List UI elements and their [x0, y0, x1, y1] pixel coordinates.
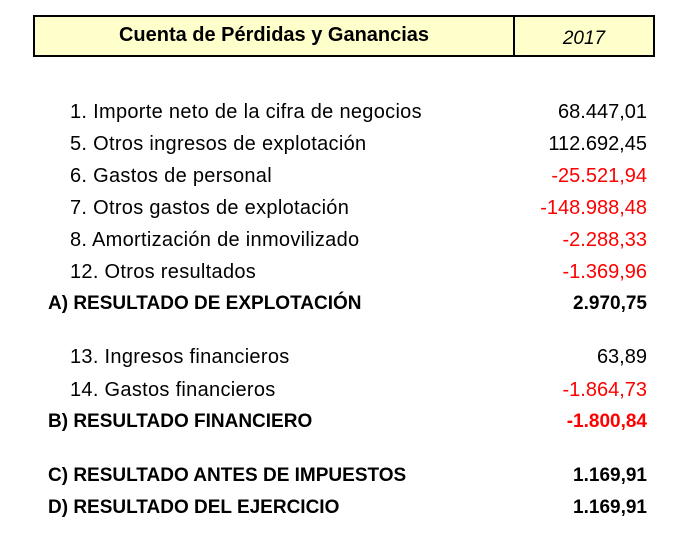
row-label: B) RESULTADO FINANCIERO: [48, 411, 313, 432]
row-value: 1.169,91: [573, 497, 647, 518]
row-value: -1.800,84: [566, 411, 647, 432]
row-value: -1.864,73: [562, 379, 647, 401]
row-otros-gastos: [0, 193, 700, 223]
row-label: 8. Amortización de inmovilizado: [70, 229, 360, 251]
row-importe-neto: [0, 97, 700, 127]
row-amortizacion: [0, 225, 700, 255]
row-value: 112.692,45: [548, 133, 647, 155]
row-label: 7. Otros gastos de explotación: [70, 197, 350, 219]
row-value: 68.447,01: [558, 101, 647, 123]
row-resultado-antes-impuestos: [0, 461, 700, 491]
row-ingresos-financieros: [0, 342, 700, 372]
row-otros-ingresos: [0, 129, 700, 159]
statement-title: Cuenta de Pérdidas y Ganancias: [35, 17, 515, 55]
row-value: 2.970,75: [573, 293, 647, 314]
row-label: 5. Otros ingresos de explotación: [70, 133, 367, 155]
row-value: 1.169,91: [573, 465, 647, 486]
row-resultado-ejercicio: [0, 493, 700, 523]
row-otros-resultados: [0, 257, 700, 287]
row-label: 14. Gastos financieros: [70, 379, 276, 401]
row-value: -148.988,48: [540, 197, 647, 219]
row-label: D) RESULTADO DEL EJERCICIO: [48, 497, 340, 518]
row-label: A) RESULTADO DE EXPLOTACIÓN: [48, 293, 362, 314]
row-value: -25.521,94: [551, 165, 647, 187]
row-gastos-financieros: [0, 375, 700, 405]
row-label: 12. Otros resultados: [70, 261, 257, 283]
row-value: -2.288,33: [562, 229, 647, 251]
row-resultado-explotacion: [0, 289, 700, 319]
row-label: 13. Ingresos financieros: [70, 346, 290, 368]
row-gastos-personal: [0, 161, 700, 191]
row-label: 6. Gastos de personal: [70, 165, 272, 187]
fiscal-year: 2017: [562, 28, 606, 49]
row-value: 63,89: [596, 346, 647, 368]
row-label: 1. Importe neto de la cifra de negocios: [70, 101, 422, 123]
row-value: -1.369,96: [562, 261, 647, 283]
row-resultado-financiero: [0, 407, 700, 437]
row-label: C) RESULTADO ANTES DE IMPUESTOS: [48, 465, 407, 486]
